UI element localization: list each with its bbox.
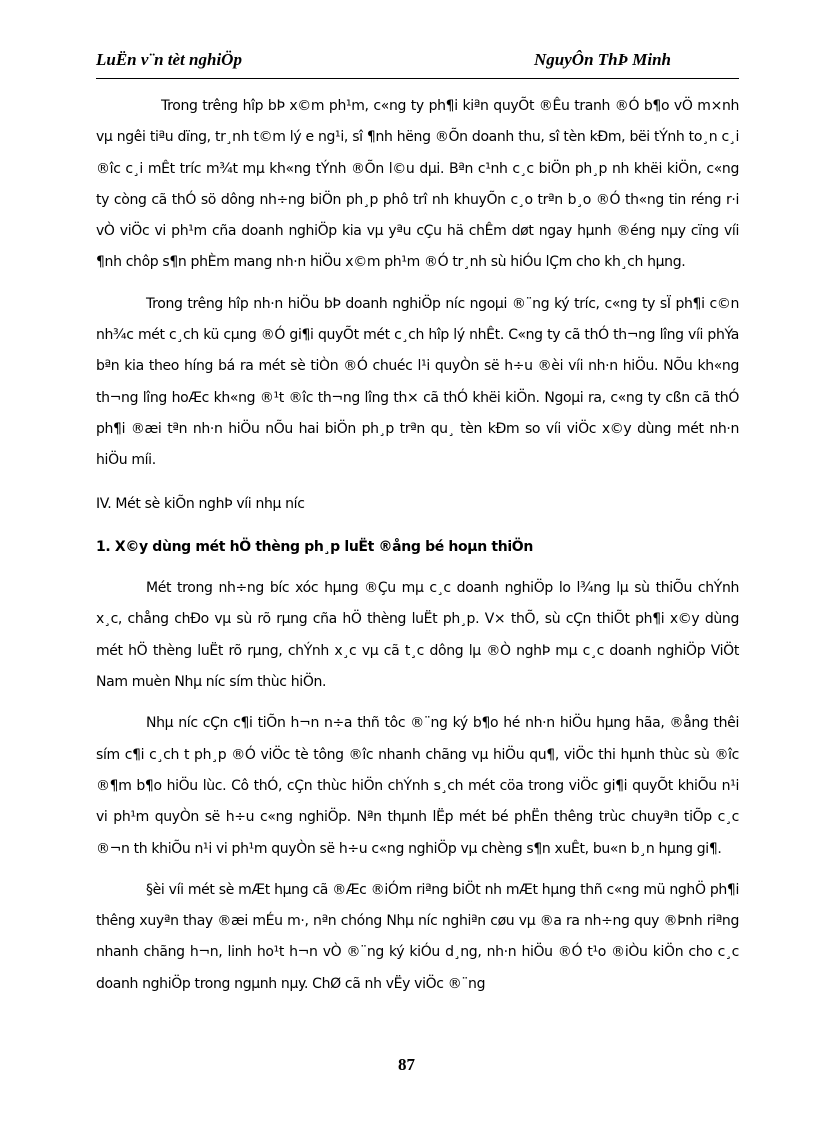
subsection-heading: 1. X©y dùng mét hÖ thèng ph¸p luËt ®ång bé hoµn thiÖn [96,538,533,555]
paragraph: Trong trêng hîp bÞ x©m ph¹m, c«ng ty ph¶i kiªn quyÕt ®Êu tranh ®Ó b¶o vÖ m×nh vµ ngêi tiªu dïng, tr¸nh t©m lý e ng¹i, sî ¶nh hëng ®Õn doanh thu, sî tèn kÐm, bëi tÝnh to¸n c¸i ®îc c¸i mÊt tríc m¾t mµ kh«ng tÝnh ®Õn l©u dµi. Bªn c¹nh c¸c biÖn ph¸p nh khëi kiÖn, c«ng ty còng cã thÓ sö dông nh÷ng biÖn ph¸p phô trî nh khuyÕn c¸o trªn b¸o ®Ó th«ng tin réng r·i vÒ viÖc vi ph¹m cña doanh nghiÖp kia vµ yªu cÇu hä chÊm døt ngay hµnh ®éng nµy cïng víi ¶nh chôp s¶n phÈm mang nh·n hiÖu x©m ph¹m ®Ó tr¸nh sù hiÓu lÇm cho kh¸ch hµng. [96,98,739,271]
paragraph: Trong trêng hîp nh·n hiÖu bÞ doanh nghiÖp níc ngoµi ®¨ng ký tríc, c«ng ty sÏ ph¶i c©n nh¾c mét c¸ch kü cµng ®Ó gi¶i quyÕt mét c¸ch hîp lý nhÊt. C«ng ty cã thÓ th¬ng lîng víi phÝa bªn kia theo híng bá ra mét sè tiÒn ®Ó chuéc l¹i quyÒn së h÷u ®èi víi nh·n hiÖu. NÕu kh«ng th¬ng lîng hoÆc kh«ng ®¹t ®îc th¬ng lîng th× cã thÓ khëi kiÖn. Ngoµi ra, c«ng ty cßn cã thÓ ph¶i ®æi tªn nh·n hiÖu nÕu hai biÖn ph¸p trªn qu¸ tèn kÐm so víi viÖc x©y dùng mét nh·n hiÖu míi. [96,295,739,469]
page-number: 87 [398,1055,415,1074]
paragraph: Mét trong nh÷ng bíc xóc hµng ®Çu mµ c¸c doanh nghiÖp lo l¾ng lµ sù thiÕu chÝnh x¸c, chång chÐo vµ sù rõ rµng cña hÖ thèng luËt ph¸p. V× thÕ, sù cÇn thiÕt ph¶i x©y dùng mét hÖ thèng luËt rõ rµng, chÝnh x¸c vµ cã t¸c dông lµ ®Ò nghÞ mµ c¸c doanh nghiÖp ViÖt Nam muèn Nhµ níc sím thùc hiÖn. [96,580,739,691]
page-header [96,48,739,79]
section-heading: IV. Mét sè kiÕn nghÞ víi nhµ níc [96,495,305,512]
paragraph: §èi víi mét sè mÆt hµng cã ®Æc ®iÓm riªng biÖt nh mÆt hµng thñ c«ng mü nghÖ ph¶i thêng xuyªn thay ®æi mÉu m·, nªn chóng Nhµ níc nghiªn cøu vµ ®a ra nh÷ng quy ®Þnh riªng nhanh chãng h¬n, linh ho¹t h¬n vÒ ®¨ng ký kiÓu d¸ng, nh·n hiÖu ®Ó t¹o ®iÒu kiÖn cho c¸c doanh nghiÖp trong ngµnh nµy. ChØ cã nh vËy viÖc ®¨ng [96,881,739,992]
paragraph: Nhµ níc cÇn c¶i tiÕn h¬n n÷a thñ tôc ®¨ng ký b¶o hé nh·n hiÖu hµng hãa, ®ång thêi sím c¶i c¸ch t ph¸p ®Ó viÖc tè tông ®îc nhanh chãng vµ hiÖu qu¶, viÖc thi hµnh thùc sù ®îc ®¶m b¶o hiÖu lùc. Cô thÓ, cÇn thùc hiÖn chÝnh s¸ch mét cöa trong viÖc gi¶i quyÕt khiÕu n¹i vi ph¹m quyÒn së h÷u c«ng nghiÖp. Nªn thµnh lËp mét bé phËn thêng trùc chuyªn tiÕp c¸c ®¬n th khiÕu n¹i vi ph¹m quyÒn së h÷u c«ng nghiÖp vµ chèng s¶n xuÊt, bu«n b¸n hµng gi¶. [96,715,739,857]
page-body [96,91,739,1000]
header-author-name: NguyÔn ThÞ Minh [534,50,671,69]
header-thesis-title: LuËn v¨n tèt nghiÖp [96,50,242,69]
